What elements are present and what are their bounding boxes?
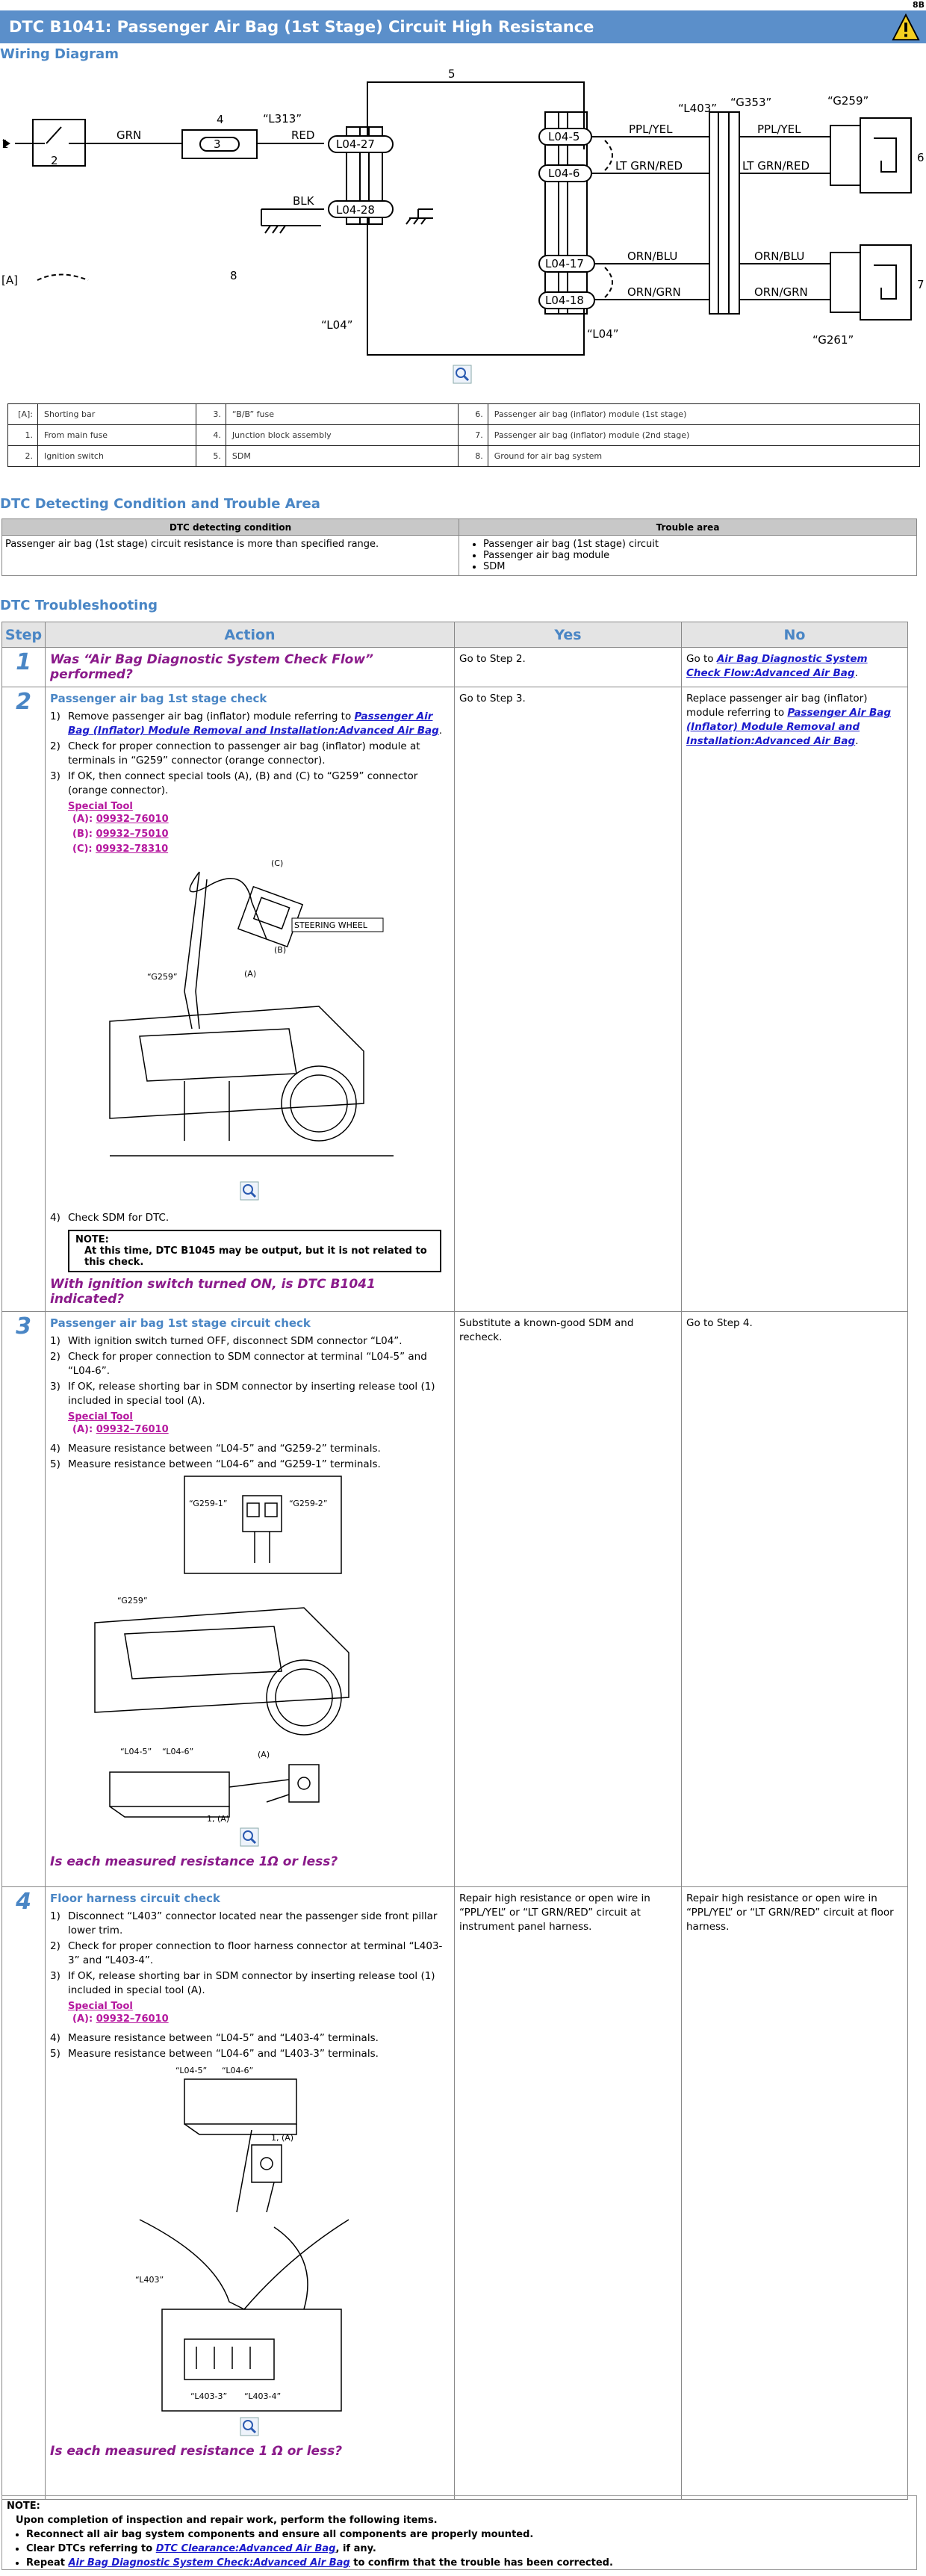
diagram-label-8: 8 xyxy=(230,269,237,282)
diagram-label-2: 2 xyxy=(51,154,58,167)
svg-text:“G259-1”: “G259-1” xyxy=(189,1499,228,1508)
completion-note: NOTE: Upon completion of inspection and repair work, perform the following items. • Reconnect all air bag system components and ensure all components are properly mounted. • Clear DTCs referring to DTC Clearance:Advanced Air Bag, if any. • Repeat Air Bag Diagnostic System Check:Advanced Air Bag to confirm that the trouble has been corrected. xyxy=(1,2495,917,2570)
legend-table: [A]: Shorting bar 3. “B/B” fuse 6. Passenger air bag (inflator) module (1st stage) 1. From main fuse 4. Junction block assembly 7. Passenger air bag (inflator) module (2nd stage) 2. Ignition switch 5. SDM 8. Ground for air bag system xyxy=(7,403,920,467)
zoom-icon[interactable] xyxy=(240,1181,259,1201)
diagram-ppl-yel-1: PPL/YEL xyxy=(629,123,673,136)
link-inflator-removal-2[interactable]: Passenger Air Bag (Inflator) Module Removal and Installation:Advanced Air Bag xyxy=(686,707,892,747)
wiring-diagram xyxy=(0,60,926,388)
svg-text:“L04-5”: “L04-5” xyxy=(175,2066,208,2075)
svg-text:“L04-5”: “L04-5” xyxy=(120,1747,152,1756)
diagram-ornblu-2: ORN/BLU xyxy=(754,250,805,263)
diagram-l04-6: L04-6 xyxy=(548,167,580,180)
step-3-figure xyxy=(80,1473,438,1824)
svg-text:“G259-2”: “G259-2” xyxy=(289,1499,328,1508)
diagram-l04-28: L04-28 xyxy=(336,203,375,217)
svg-text:STEERING WHEEL: STEERING WHEEL xyxy=(294,920,367,930)
svg-text:1, (A): 1, (A) xyxy=(271,2133,294,2143)
diagram-red: RED xyxy=(291,129,315,142)
trouble-area-list: • Passenger air bag (1st stage) circuit • Passenger air bag module • SDM xyxy=(483,539,913,572)
diagram-l04-27: L04-27 xyxy=(336,137,375,151)
special-tool-label: Special Tool xyxy=(68,2001,133,2012)
page-title: DTC B1041: Passenger Air Bag (1st Stage) Circuit High Resistance xyxy=(9,18,594,36)
diagram-label-4: 4 xyxy=(217,113,224,126)
diagram-l403: “L403” xyxy=(678,102,718,115)
diagram-label-3: 3 xyxy=(214,137,221,151)
step-3-number: 3 xyxy=(2,1312,46,1887)
diagram-ornblu-1: ORN/BLU xyxy=(627,250,678,263)
warning-icon xyxy=(892,13,920,42)
diagram-orngrn-1: ORN/GRN xyxy=(627,285,681,299)
diagram-ltgrn-1: LT GRN/RED xyxy=(615,159,683,173)
page-code: 8B xyxy=(912,0,925,10)
step-4-yes: Repair high resistance or open wire in “PPL/YEL” or “LT GRN/RED” circuit at instrument panel harness. xyxy=(455,1887,682,2500)
step-3-question: Is each measured resistance 1Ω or less? xyxy=(50,1854,338,1869)
diagram-l04-a: “L04” xyxy=(321,318,353,332)
diagram-grn: GRN xyxy=(116,129,142,142)
diagram-label-a: [A] xyxy=(1,273,18,287)
step-1-question: Was “Air Bag Diagnostic System Check Flow” performed? xyxy=(50,652,374,682)
step-2-figure xyxy=(95,857,423,1178)
svg-text:“L403”: “L403” xyxy=(135,2275,164,2285)
zoom-icon[interactable] xyxy=(453,365,472,384)
section-troubleshooting: DTC Troubleshooting xyxy=(0,598,158,613)
diagram-g261: “G261” xyxy=(812,333,854,347)
diagram-l04-5: L04-5 xyxy=(548,130,580,143)
svg-text:“G259”: “G259” xyxy=(147,972,178,982)
step-2-heading: Passenger air bag 1st stage check xyxy=(50,692,267,705)
zoom-icon[interactable] xyxy=(240,1827,259,1847)
step-2-number: 2 xyxy=(2,687,46,1312)
condition-text: Passenger air bag (1st stage) circuit resistance is more than specified range. xyxy=(2,536,459,576)
section-detecting-condition: DTC Detecting Condition and Trouble Area xyxy=(0,496,320,512)
step-3-yes: Substitute a known-good SDM and recheck. xyxy=(455,1312,682,1887)
step-4-heading: Floor harness circuit check xyxy=(50,1892,220,1905)
step-2-note: NOTE: At this time, DTC B1045 may be output, but it is not related to this check. xyxy=(68,1230,441,1272)
diagram-ltgrn-2: LT GRN/RED xyxy=(742,159,810,173)
svg-text:“L403-4”: “L403-4” xyxy=(244,2391,282,2401)
condition-table: DTC detecting condition Trouble area Passenger air bag (1st stage) circuit resistance is more than specified range. • Passenger air bag (1st stage) circuit • Passenger air bag module • SDM xyxy=(1,518,917,576)
step-4-figure xyxy=(125,2063,438,2414)
diagram-l04-18: L04-18 xyxy=(545,294,584,307)
step-4-question: Is each measured resistance 1 Ω or less? xyxy=(50,2444,343,2459)
diagram-ppl-yel-2: PPL/YEL xyxy=(757,123,801,136)
troubleshooting-table: Step Action Yes No 1 Was “Air Bag Diagnostic System Check Flow” performed? Go to Step 2. Go to Air Bag Diagnostic System Check Flow:Advanced Air Bag. 2 Passenger air bag 1st stage check 1) Remove passenger air bag (inflator) module referring to Passenger Air Bag (Inflator) Module Removal and Installation:Advanced Air Bag. 2) Check for proper connection to passenger air bag (inflator) module at terminals in “G259” connector (orange connector). 3) If OK, then connect special tools (A), (B) and (C) to “G259” connector (orange connector). Special Tool (A): 09932–76010 (B): 09932–75010 (C): 09932–78310 (C) STEERING WHEEL (B) (A) “G259” 4) Check SDM for DTC. NOTE: At this time, DTC B1045 may be output, but it is not related to this check. With ignition switch turned ON, is DTC B1041 indicated? Go to Step 3. Replace passenger air bag (inflator) module referring to Passenger Air Bag (Inflator) Module Removal and Installation:Advanced Air Bag. 3 Passenger air bag 1st stage circuit check 1) With ignition switch turned OFF, disconnect SDM connector “L04”. 2) Check for proper connection to SDM connector at terminal “L04-5” and “L04-6”. 3) If OK, release shorting bar in SDM connector by inserting release tool (1) included in special tool (A). Special Tool (A): 09932–76010 4) Measure resistance between “L04-5” and “G259-2” terminals. 5) Measure resistance between “L04-6” and “G259-1” terminals. “G259-1” “G259-2” “G259” “L04-5” “L04-6” (A) 1, (A) Is each measured resistance 1Ω or less? Substitute a known-good SDM and recheck. Go to Step 4. 4 Floor harness circuit check 1) Disconnect “L403” connector located near the passenger side front pillar lower trim. 2) Check for proper connection to floor harness connector at terminal “L403-3” and “L403-4”. 3) If OK, release shorting bar in SDM connector by inserting release tool (1) included in special tool (A). Special Tool (A): 09932–76010 4) Measure resistance between “L04-5” and “L403-4” terminals. 5) Measure resistance between “L04-6” and “L403-3” terminals. “L04-5” “L04-6” 1, (A) “L403” “L403-3” “L403-4” Is each measured resistance 1 Ω or less? Repair high resistance or open wire in “PPL/YEL” or “LT GRN/RED” circuit at instrument panel harness. Repair high resistance or open wire in “PPL/YEL” or “LT GRN/RED” circuit at floor harness. xyxy=(1,622,908,2500)
svg-text:“G259”: “G259” xyxy=(117,1596,148,1606)
svg-text:(A): (A) xyxy=(244,969,257,979)
link-inflator-removal[interactable]: Passenger Air Bag (Inflator) Module Removal and Installation:Advanced Air Bag xyxy=(68,710,439,737)
svg-text:(B): (B) xyxy=(274,945,287,955)
diagram-label-1: 1 xyxy=(1,137,9,151)
diagram-label-5: 5 xyxy=(448,67,456,81)
diagram-g353: “G353” xyxy=(730,96,772,109)
svg-text:“L403-3”: “L403-3” xyxy=(190,2391,228,2401)
link-dtc-clearance[interactable]: DTC Clearance:Advanced Air Bag xyxy=(155,2543,336,2554)
svg-text:1, (A): 1, (A) xyxy=(207,1814,230,1824)
zoom-icon[interactable] xyxy=(240,2417,259,2436)
diagram-l04-b: “L04” xyxy=(587,327,619,341)
diagram-g259: “G259” xyxy=(827,94,869,108)
diagram-l04-17: L04-17 xyxy=(545,257,584,270)
title-bar xyxy=(0,10,926,43)
section-wiring-diagram: Wiring Diagram xyxy=(0,46,119,62)
step-1-yes: Go to Step 2. xyxy=(455,648,682,687)
diagram-orngrn-2: ORN/GRN xyxy=(754,285,808,299)
svg-text:“L04-6”: “L04-6” xyxy=(222,2066,254,2075)
step-3-heading: Passenger air bag 1st stage circuit check xyxy=(50,1316,311,1330)
svg-text:(C): (C) xyxy=(271,858,284,868)
step-1-number: 1 xyxy=(2,648,46,687)
step-4-number: 4 xyxy=(2,1887,46,2500)
special-tool-label: Special Tool xyxy=(68,801,133,812)
link-diag-flow[interactable]: Air Bag Diagnostic System Check Flow:Advanced Air Bag xyxy=(686,653,868,679)
step-4-no: Repair high resistance or open wire in “PPL/YEL” or “LT GRN/RED” circuit at floor harness. xyxy=(682,1887,908,2500)
svg-text:“L04-6”: “L04-6” xyxy=(162,1747,194,1756)
svg-text:(A): (A) xyxy=(258,1750,270,1759)
diagram-l313: “L313” xyxy=(263,112,302,126)
step-2-question: With ignition switch turned ON, is DTC B1041 indicated? xyxy=(50,1277,376,1307)
step-3-no: Go to Step 4. xyxy=(682,1312,908,1887)
link-diag-system-check[interactable]: Air Bag Diagnostic System Check:Advanced Air Bag xyxy=(68,2557,350,2569)
diagram-blk: BLK xyxy=(293,194,314,208)
special-tool-label: Special Tool xyxy=(68,1411,133,1422)
step-2-yes: Go to Step 3. xyxy=(455,687,682,1312)
diagram-label-6: 6 xyxy=(917,151,925,164)
diagram-label-7: 7 xyxy=(917,278,925,291)
